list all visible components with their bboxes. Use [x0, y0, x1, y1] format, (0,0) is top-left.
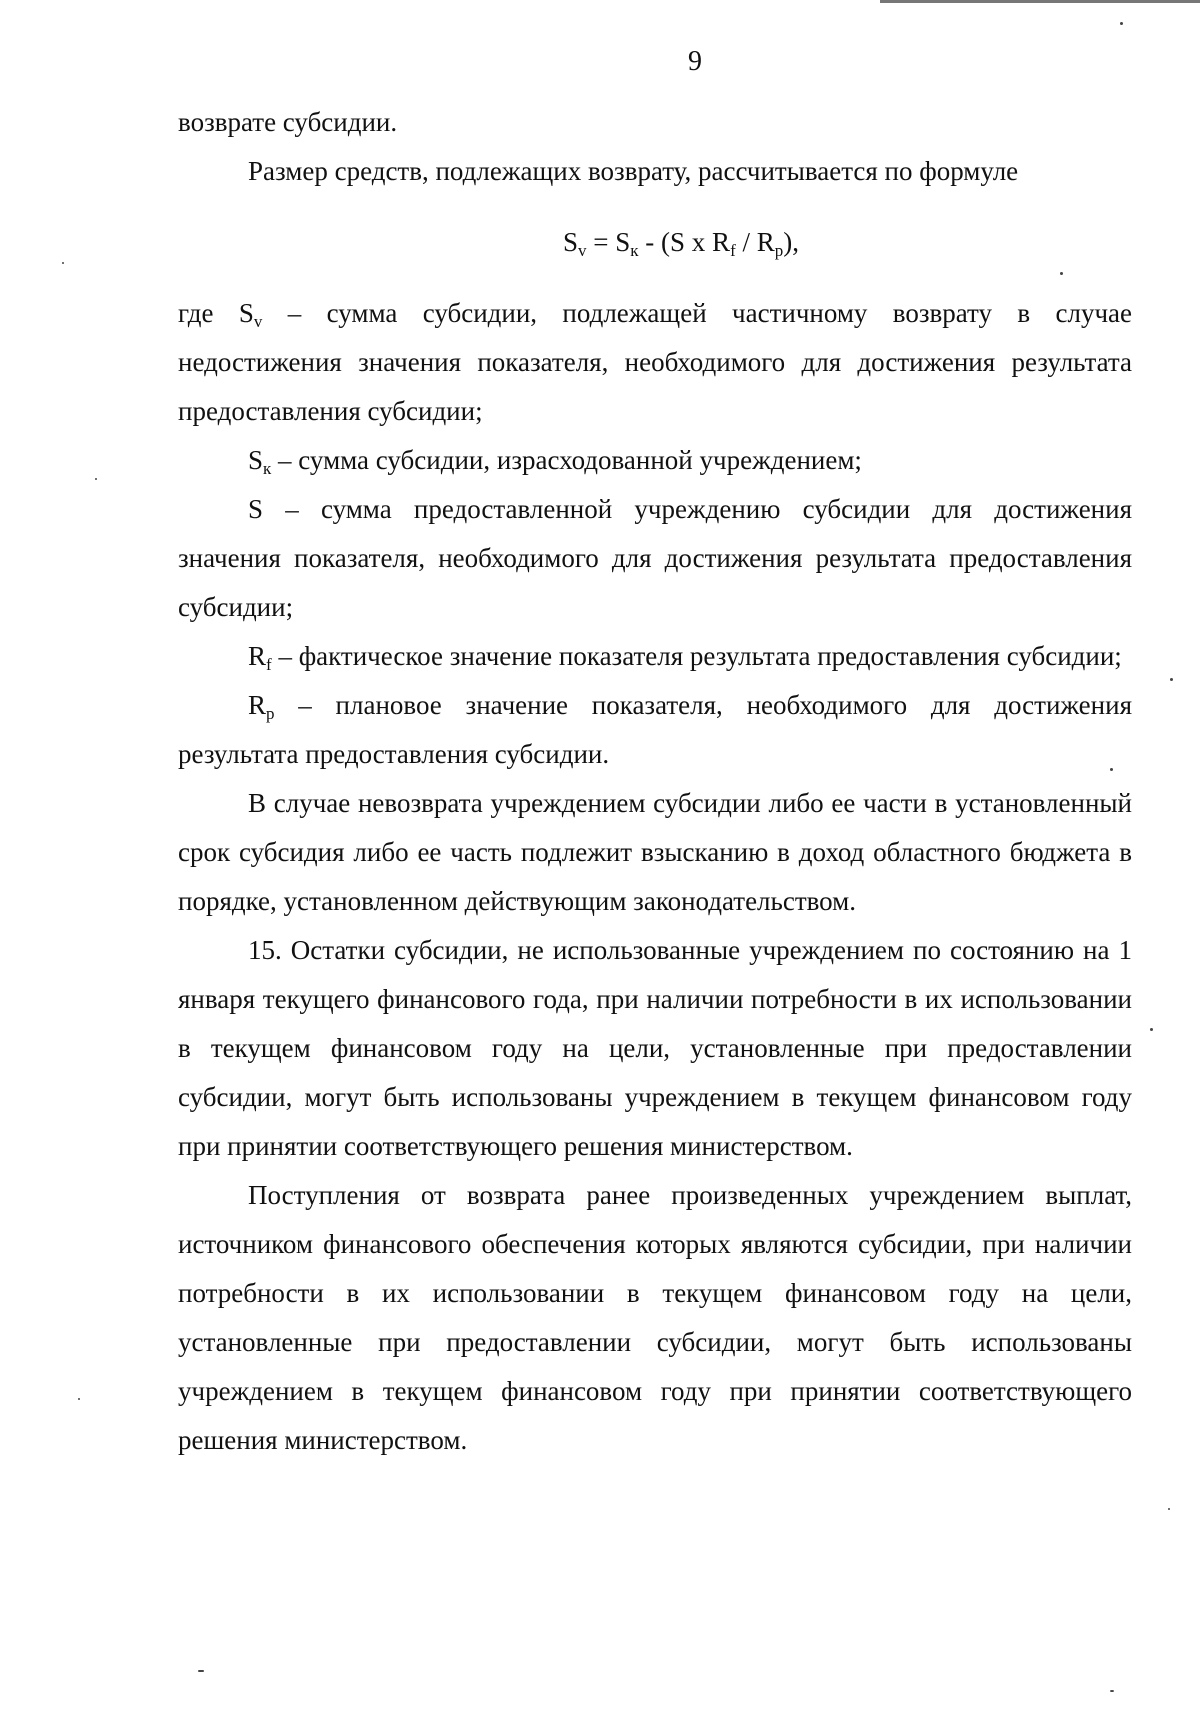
definition-rp-sub: p: [266, 704, 275, 723]
scan-speck: [1110, 768, 1113, 771]
definition-sv-lead: где S: [178, 298, 254, 328]
scan-speck: [1110, 1690, 1114, 1692]
scan-edge-line: [880, 0, 1200, 3]
formula-sv-sub: v: [578, 241, 587, 260]
definition-rp: [178, 681, 1132, 779]
scan-speck: [78, 1398, 80, 1400]
formula-sk-sub: к: [630, 241, 639, 260]
definition-rf-lead: R: [248, 641, 267, 671]
scan-speck: [1120, 22, 1123, 25]
page-number: 9: [688, 46, 702, 77]
formula-rf-sub: f: [730, 241, 736, 260]
scan-speck: [1170, 678, 1173, 681]
definition-rf: [178, 632, 1132, 681]
definition-rp-lead: R: [248, 690, 267, 720]
definition-sv-text: – сумма субсидии, подлежащей частичному возврату в случае недостижения значения показателя, необходимого для достижения результата предоставления субсидии;: [178, 298, 1132, 426]
formula-sv: S: [563, 227, 579, 257]
definition-rf-sub: f: [266, 655, 272, 674]
paragraph-receipts: Поступления от возврата ранее произведенных учреждением выплат, источником финансового обеспечения которых являются субсидии, при наличии потребности в их использовании в текущем финансовом году на цели, установленные при предоставлении субсидии, могут быть использованы учреждением в текущем финансовом году при принятии соответствующего решения министерством.: [178, 1180, 1132, 1455]
formula-rp-sub: p: [774, 241, 784, 260]
paragraph-continuation: возврате субсидии.: [178, 107, 398, 137]
paragraph-item-15: 15. Остатки субсидии, не использованные учреждением по состоянию на 1 января текущего финансового года, при наличии потребности в их использовании в текущем финансовом году на цели, установленные при предоставлении субсидии, могут быть использованы учреждением в текущем финансовом году при принятии соответствующего решения министерством.: [178, 935, 1132, 1161]
definition-sk: [178, 436, 1132, 485]
scan-speck: [198, 1670, 204, 1672]
document-body: [178, 98, 1132, 1465]
definition-sv-sub: v: [253, 312, 263, 331]
paragraph-nonreturn: В случае невозврата учреждением субсидии либо ее части в установленный срок субсидия либо ее часть подлежит взысканию в доход областного бюджета в порядке, установленном действующим законодательством.: [178, 788, 1132, 916]
scan-speck: [1060, 272, 1063, 275]
formula-slash: / R: [735, 227, 775, 257]
definition-s: S – сумма предоставленной учреждению субсидии для достижения значения показателя, необходимого для достижения результата предоставления субсидии;: [178, 494, 1132, 622]
formula-end: ),: [783, 227, 799, 257]
definition-rf-text: – фактическое значение показателя результата предоставления субсидии;: [271, 641, 1122, 671]
definition-sk-lead: S: [248, 445, 264, 475]
definition-rp-text: – плановое значение показателя, необходимого для достижения результата предоставления субсидии.: [178, 690, 1132, 769]
formula: [178, 218, 1132, 267]
definition-sv: [178, 289, 1132, 436]
scan-speck: [62, 262, 64, 264]
formula-eq: = S: [586, 227, 631, 257]
scan-speck: [1150, 1028, 1153, 1031]
definition-sk-sub: к: [263, 459, 272, 478]
formula-mid: - (S x R: [638, 227, 731, 257]
paragraph-formula-intro: Размер средств, подлежащих возврату, рассчитывается по формуле: [248, 156, 1019, 186]
scan-speck: [95, 478, 97, 480]
definition-sk-text: – сумма субсидии, израсходованной учреждением;: [271, 445, 862, 475]
scan-speck: [1168, 1508, 1170, 1510]
